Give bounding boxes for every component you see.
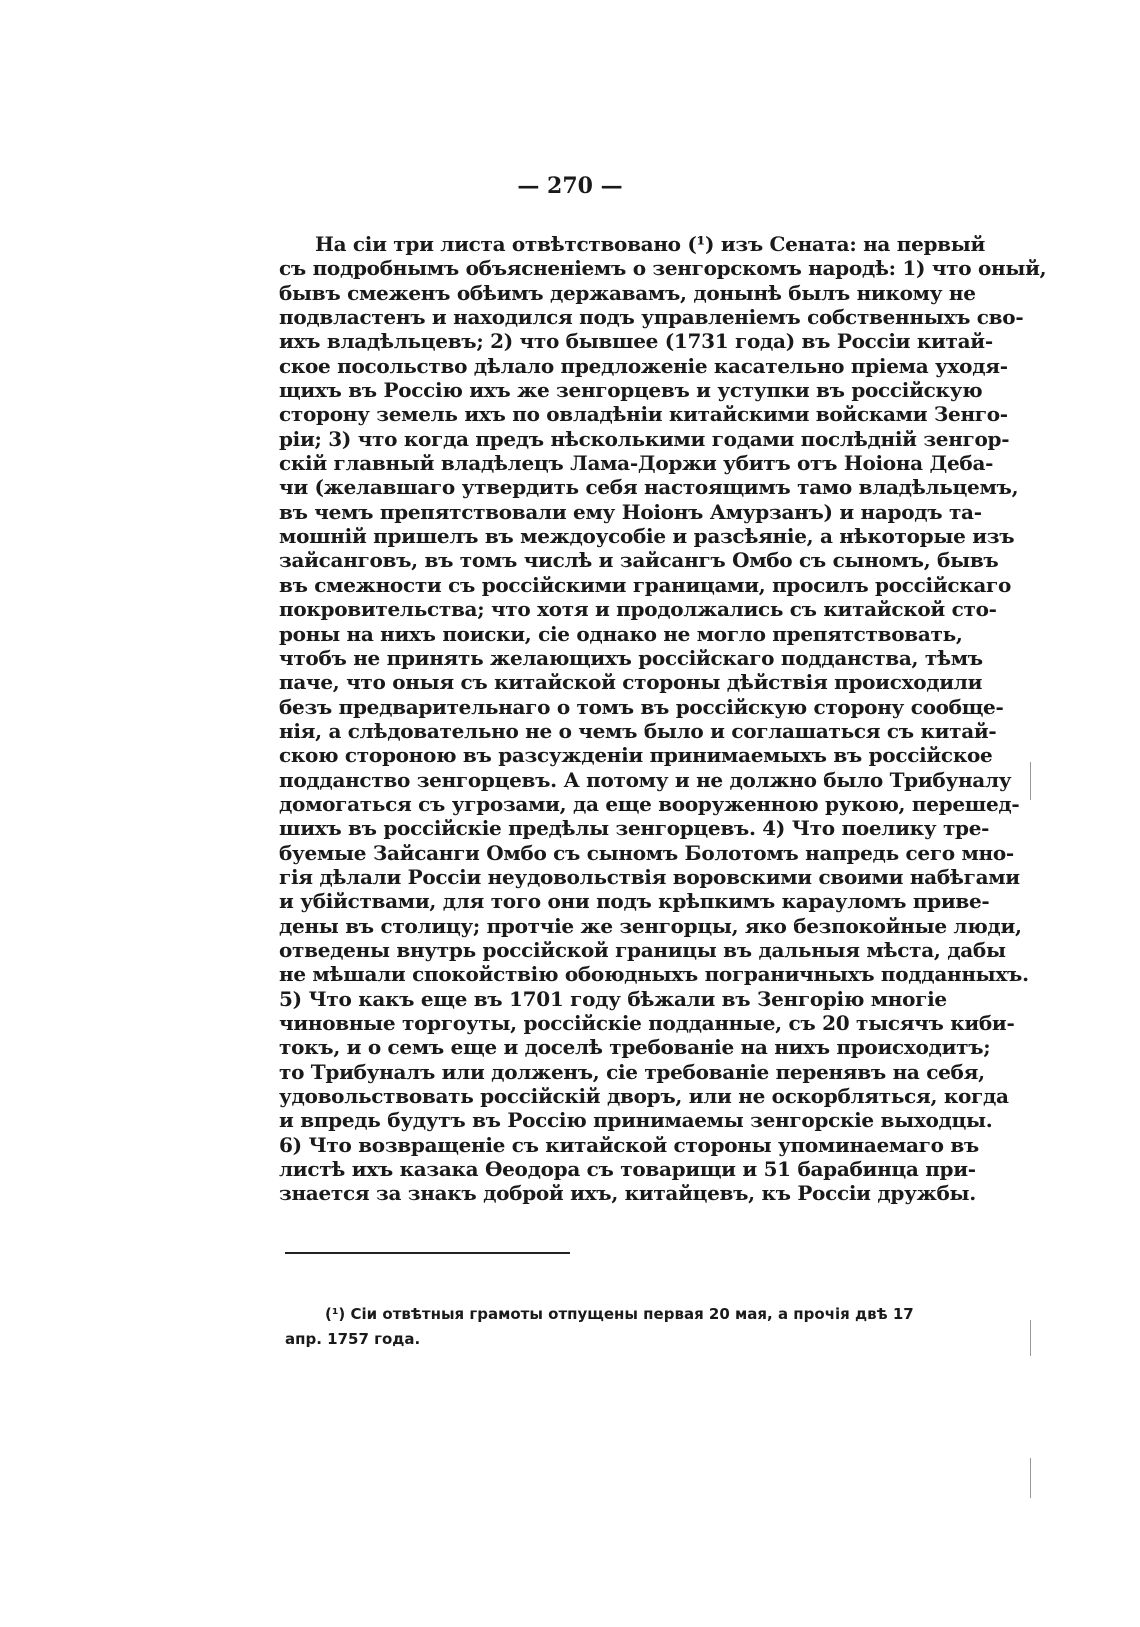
text-line: шихъ въ россійскіе предѣлы зенгорцевъ. 4) Что поелику тре- [279, 816, 990, 841]
text-line: зайсанговъ, въ томъ числѣ и зайсангъ Омбо съ сыномъ, бывъ [279, 548, 999, 573]
text-line: скій главный владѣлецъ Лама-Доржи убитъ отъ Ноіона Деба- [279, 451, 994, 476]
footnote [285, 1302, 965, 1352]
text-line: токъ, и о семъ еще и доселѣ требованіе на нихъ происходитъ; [279, 1035, 991, 1060]
text-line: покровительства; что хотя и продолжались съ китайской сто- [279, 597, 997, 622]
text-line: ріи; 3) что когда предъ нѣсколькими годами послѣдній зенгор- [279, 426, 1010, 451]
text-line: домогаться съ угрозами, да еще вооруженною рукою, перешед- [279, 791, 1020, 816]
margin-mark [1030, 1458, 1031, 1498]
text-line: буемые Зайсанги Омбо съ сыномъ Болотомъ напредь сего мно- [279, 840, 1014, 865]
text-line: паче, что оныя съ китайской стороны дѣйствія происходили [279, 670, 983, 695]
text-line: скою стороною въ разсужденіи принимаемыхъ въ россійское [279, 743, 993, 768]
text-line: подвластенъ и находился подъ управленіемъ собственныхъ сво- [279, 305, 1024, 330]
text-line: гія дѣлали Россіи неудовольствія воровскими своими набѣгами [279, 864, 1020, 889]
text-line: въ чемъ препятствовали ему Ноіонъ Амурзанъ) и народъ та- [279, 499, 982, 524]
text-line: ское посольство дѣлало предложеніе касательно пріема уходя- [279, 353, 1008, 378]
text-line: 5) Что какъ еще въ 1701 году бѣжали въ Зенгорію многіе [279, 986, 947, 1011]
text-line: и убійствами, для того они подъ крѣпкимъ карауломъ приве- [279, 889, 990, 914]
text-line: чтобъ не принять желающихъ россійскаго подданства, тѣмъ [279, 645, 983, 670]
footnote-line: (¹) Сіи отвѣтныя грамоты отпущены первая 20 мая, а прочія двѣ 17 [325, 1305, 914, 1323]
text-line: то Трибуналъ или долженъ, сіе требованіе перенявъ на себя, [279, 1059, 985, 1084]
text-line: 6) Что возвращеніе съ китайской стороны упоминаемаго въ [279, 1132, 979, 1157]
footnote-divider [285, 1252, 570, 1254]
text-line: На сіи три листа отвѣтствовано (¹) изъ Сената: на первый [315, 232, 986, 256]
text-line: подданство зенгорцевъ. А потому и не должно было Трибуналу [279, 767, 1012, 792]
text-line: нія, а слѣдовательно не о чемъ было и соглашаться съ китай- [279, 718, 997, 743]
text-line: знается за знакъ доброй ихъ, китайцевъ, къ Россіи дружбы. [279, 1181, 976, 1206]
page-number: — 270 — [517, 173, 623, 199]
text-line: безъ предварительнаго о томъ въ россійскую сторону сообще- [279, 694, 1004, 719]
text-line: чиновные торгоуты, россійскіе подданные, съ 20 тысячъ киби- [279, 1011, 1015, 1035]
text-line: сторону земель ихъ по овладѣніи китайскими войсками Зенго- [279, 402, 1008, 427]
text-line: щихъ въ Россію ихъ же зенгорцевъ и уступки въ россійскую [279, 378, 983, 403]
text-line: удовольствовать россійскій дворъ, или не оскорбляться, когда [279, 1084, 1009, 1109]
text-line: ихъ владѣльцевъ; 2) что бывшее (1731 года) въ Россіи китай- [279, 329, 993, 354]
text-line: мошній пришелъ въ междоусобіе и разсѣяніе, а нѣкоторые изъ [279, 524, 1015, 549]
text-line: въ смежности съ россійскими границами, просилъ россійскаго [279, 572, 1012, 597]
margin-mark [1030, 762, 1031, 800]
footnote-line: апр. 1757 года. [285, 1330, 421, 1348]
text-line: не мѣшали спокойствію обоюдныхъ пограничныхъ подданныхъ. [279, 962, 1029, 987]
text-line: дены въ столицу; протчіе же зенгорцы, яко безпокойные люди, [279, 913, 1022, 938]
text-line: бывъ смеженъ обѣимъ державамъ, донынѣ былъ никому не [279, 280, 976, 305]
text-line: листѣ ихъ казака Өеодора съ товарищи и 51 барабинца при- [279, 1157, 976, 1182]
text-line: и впредь будутъ въ Россію принимаемы зенгорскіе выходцы. [279, 1108, 993, 1133]
margin-mark [1030, 1320, 1031, 1356]
body-text [279, 232, 1047, 1206]
text-line: отведены внутрь россійской границы въ дальныя мѣста, дабы [279, 937, 1006, 962]
text-line: съ подробнымъ объясненіемъ о зенгорскомъ народѣ: 1) что оный, [279, 256, 1047, 281]
text-line: чи (желавшаго утвердить себя настоящимъ тамо владѣльцемъ, [279, 475, 1019, 500]
text-line: роны на нихъ поиски, сіе однако не могло препятствовать, [279, 621, 963, 646]
